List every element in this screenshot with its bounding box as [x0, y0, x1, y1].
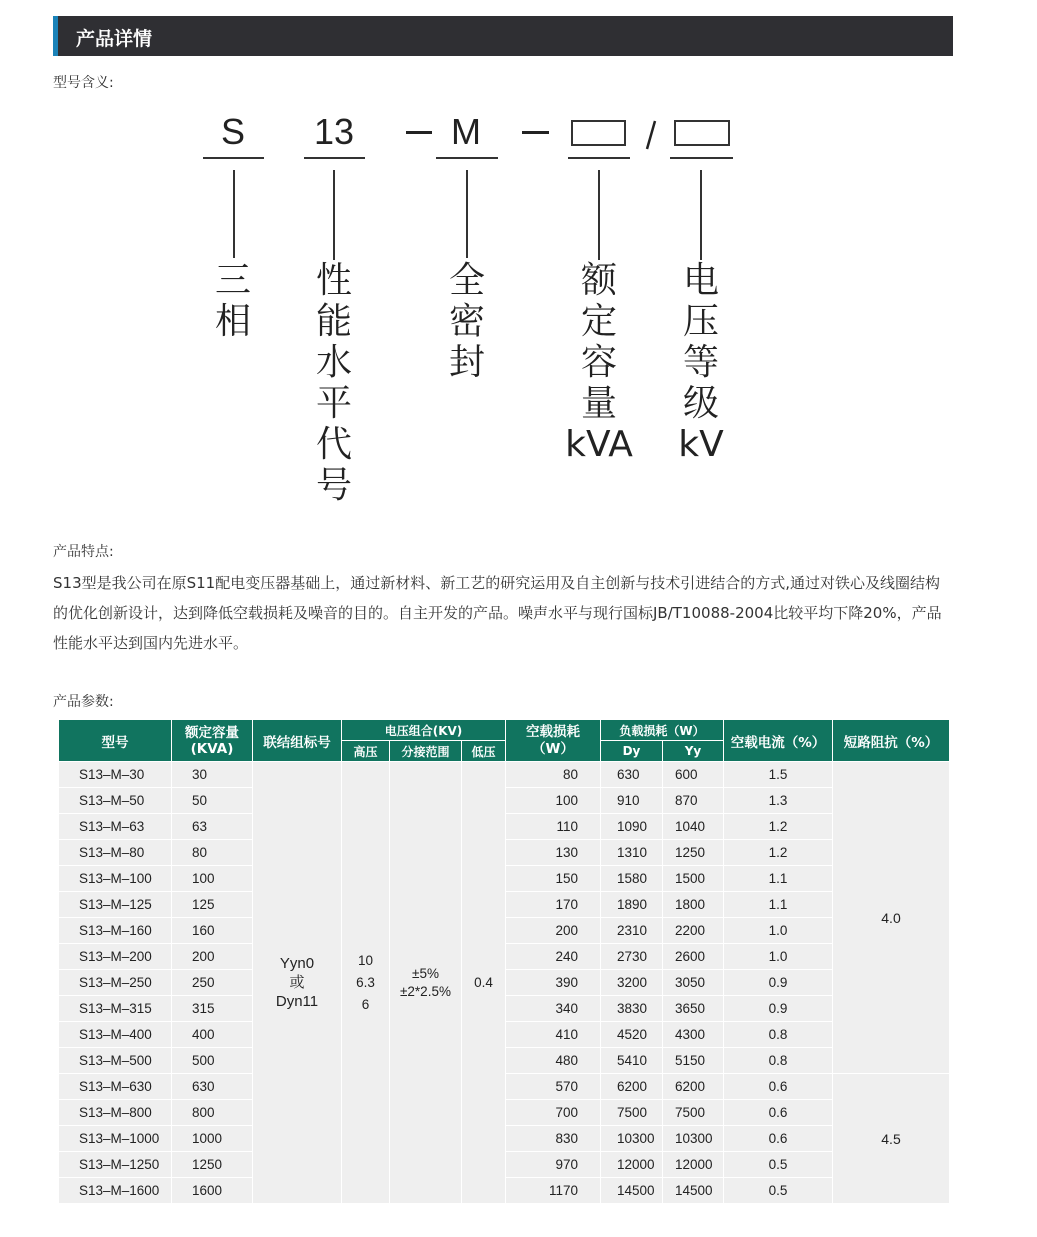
meaning-13: 性 能 水 平 代 号 — [315, 260, 352, 506]
underline-capacity — [568, 157, 630, 159]
cell-noload-loss: 240 — [506, 944, 601, 970]
cell-yy: 600 — [663, 762, 724, 788]
cell-noload-current: 0.9 — [724, 996, 833, 1022]
cell-noload-current: 0.5 — [724, 1178, 833, 1204]
cell-impedance-merged-1: 4.0 — [833, 762, 950, 1074]
cell-dy: 7500 — [601, 1100, 663, 1126]
underline-13 — [304, 157, 365, 159]
cell-impedance-merged-2: 4.5 — [833, 1074, 950, 1204]
cell-dy: 1580 — [601, 866, 663, 892]
cell-yy: 10300 — [663, 1126, 724, 1152]
cell-capacity: 63 — [172, 814, 253, 840]
cell-capacity: 250 — [172, 970, 253, 996]
dash-before-m — [406, 131, 432, 134]
header-accent-bar — [53, 16, 58, 56]
cell-tap-merged: ±5% ±2*2.5% — [390, 762, 462, 1204]
cell-model: S13–M–500 — [59, 1048, 172, 1074]
cell-noload-current: 1.1 — [724, 892, 833, 918]
cell-noload-loss: 570 — [506, 1074, 601, 1100]
cell-noload-current: 0.6 — [724, 1126, 833, 1152]
model-diagram — [0, 100, 1037, 510]
cell-noload-loss: 830 — [506, 1126, 601, 1152]
cell-dy: 4520 — [601, 1022, 663, 1048]
cell-noload-current: 0.8 — [724, 1022, 833, 1048]
underline-m — [436, 157, 498, 159]
cell-noload-current: 0.8 — [724, 1048, 833, 1074]
cell-noload-loss: 150 — [506, 866, 601, 892]
cell-model: S13–M–315 — [59, 996, 172, 1022]
cell-yy: 870 — [663, 788, 724, 814]
cell-dy: 3200 — [601, 970, 663, 996]
cell-model: S13–M–200 — [59, 944, 172, 970]
cell-dy: 2730 — [601, 944, 663, 970]
header-impedance: 短路阻抗（%） — [833, 720, 950, 762]
cell-model: S13–M–50 — [59, 788, 172, 814]
cell-model: S13–M–400 — [59, 1022, 172, 1048]
cell-noload-loss: 410 — [506, 1022, 601, 1048]
code-m: M — [451, 111, 481, 152]
cell-dy: 630 — [601, 762, 663, 788]
cell-capacity: 1000 — [172, 1126, 253, 1152]
cell-noload-loss: 170 — [506, 892, 601, 918]
cell-noload-current: 1.5 — [724, 762, 833, 788]
cell-yy: 3650 — [663, 996, 724, 1022]
cell-capacity: 30 — [172, 762, 253, 788]
cell-yy: 1040 — [663, 814, 724, 840]
table-row — [59, 762, 950, 788]
header-lv: 低压 — [462, 741, 506, 762]
cell-noload-loss: 1170 — [506, 1178, 601, 1204]
cell-noload-loss: 200 — [506, 918, 601, 944]
cell-yy: 12000 — [663, 1152, 724, 1178]
cell-noload-loss: 480 — [506, 1048, 601, 1074]
cell-capacity: 50 — [172, 788, 253, 814]
cell-dy: 1890 — [601, 892, 663, 918]
cell-model: S13–M–800 — [59, 1100, 172, 1126]
cell-dy: 2310 — [601, 918, 663, 944]
header-voltage-group: 电压组合(KV) — [342, 720, 506, 741]
cell-lv-merged: 0.4 — [462, 762, 506, 1204]
cell-yy: 1500 — [663, 866, 724, 892]
cell-model: S13–M–63 — [59, 814, 172, 840]
cell-noload-current: 0.6 — [724, 1100, 833, 1126]
cell-yy: 7500 — [663, 1100, 724, 1126]
cell-noload-current: 1.2 — [724, 840, 833, 866]
connector-s — [233, 170, 235, 258]
params-table — [58, 719, 950, 1204]
cell-noload-loss: 80 — [506, 762, 601, 788]
cell-model: S13–M–630 — [59, 1074, 172, 1100]
cell-model: S13–M–80 — [59, 840, 172, 866]
cell-noload-current: 1.2 — [724, 814, 833, 840]
cell-capacity: 160 — [172, 918, 253, 944]
cell-noload-current: 0.6 — [724, 1074, 833, 1100]
header-tap: 分接范围 — [390, 741, 462, 762]
cell-model: S13–M–30 — [59, 762, 172, 788]
cell-yy: 5150 — [663, 1048, 724, 1074]
cell-yy: 1800 — [663, 892, 724, 918]
cell-capacity: 200 — [172, 944, 253, 970]
cell-dy: 5410 — [601, 1048, 663, 1074]
code-13: 13 — [313, 111, 355, 152]
cell-model: S13–M–1600 — [59, 1178, 172, 1204]
meaning-m: 全 密 封 — [448, 260, 485, 383]
cell-capacity: 100 — [172, 866, 253, 892]
slash-separator — [644, 120, 658, 150]
cell-yy: 2200 — [663, 918, 724, 944]
header-noload-loss: 空载损耗 （W） — [506, 720, 601, 762]
cell-noload-loss: 390 — [506, 970, 601, 996]
cell-dy: 14500 — [601, 1178, 663, 1204]
cell-dy: 1090 — [601, 814, 663, 840]
features-label: 产品特点: — [53, 544, 114, 560]
cell-dy: 6200 — [601, 1074, 663, 1100]
connector-capacity — [598, 170, 600, 260]
header-hv: 高压 — [342, 741, 390, 762]
meaning-s: 三 相 — [214, 260, 251, 342]
cell-capacity: 800 — [172, 1100, 253, 1126]
underline-s — [203, 157, 264, 159]
header-load-loss: 负载损耗（W） — [601, 720, 724, 741]
header-dy: Dy — [601, 741, 663, 762]
section-title: 产品详情 — [76, 28, 153, 50]
header-model: 型号 — [59, 720, 172, 762]
cell-yy: 3050 — [663, 970, 724, 996]
cell-noload-current: 1.0 — [724, 944, 833, 970]
cell-yy: 1250 — [663, 840, 724, 866]
cell-noload-current: 0.9 — [724, 970, 833, 996]
cell-dy: 3830 — [601, 996, 663, 1022]
cell-yy: 6200 — [663, 1074, 724, 1100]
capacity-placeholder-box — [571, 120, 626, 146]
cell-yy: 2600 — [663, 944, 724, 970]
section-header — [53, 16, 953, 56]
cell-capacity: 1250 — [172, 1152, 253, 1178]
cell-model: S13–M–1250 — [59, 1152, 172, 1178]
cell-yy: 14500 — [663, 1178, 724, 1204]
cell-capacity: 1600 — [172, 1178, 253, 1204]
cell-capacity: 80 — [172, 840, 253, 866]
cell-noload-loss: 100 — [506, 788, 601, 814]
cell-noload-current: 0.5 — [724, 1152, 833, 1178]
cell-model: S13–M–125 — [59, 892, 172, 918]
cell-noload-loss: 130 — [506, 840, 601, 866]
connector-voltage — [700, 170, 702, 260]
cell-model: S13–M–1000 — [59, 1126, 172, 1152]
underline-voltage — [670, 157, 733, 159]
cell-noload-current: 1.0 — [724, 918, 833, 944]
cell-dy: 910 — [601, 788, 663, 814]
model-meaning-label: 型号含义: — [53, 75, 114, 91]
meaning-capacity: 额 定 容 量 kVA — [565, 260, 633, 465]
cell-dy: 1310 — [601, 840, 663, 866]
cell-noload-loss: 110 — [506, 814, 601, 840]
meaning-voltage: 电 压 等 级 kV — [678, 260, 724, 465]
dash-before-capacity — [522, 131, 549, 134]
header-yy: Yy — [663, 741, 724, 762]
params-label: 产品参数: — [53, 694, 114, 710]
cell-capacity: 500 — [172, 1048, 253, 1074]
cell-capacity: 315 — [172, 996, 253, 1022]
header-connection: 联结组标号 — [253, 720, 342, 762]
cell-hv-merged: 10 6.3 6 — [342, 762, 390, 1204]
cell-capacity: 630 — [172, 1074, 253, 1100]
features-text: S13型是我公司在原S11配电变压器基础上，通过新材料、新工艺的研究运用及自主创新与技术引进结合的方式,通过对铁心及线圈结构的优化创新设计，达到降低空载损耗及噪音的目的。自主开发的产品。噪声水平与现行国标JB/T10088-2004比较平均下降20%，产品性能水平达到国内先进水平。 — [53, 574, 942, 652]
connector-13 — [333, 170, 335, 260]
cell-noload-loss: 970 — [506, 1152, 601, 1178]
voltage-placeholder-box — [674, 120, 730, 146]
cell-dy: 12000 — [601, 1152, 663, 1178]
cell-capacity: 125 — [172, 892, 253, 918]
cell-model: S13–M–160 — [59, 918, 172, 944]
cell-model: S13–M–250 — [59, 970, 172, 996]
cell-noload-loss: 340 — [506, 996, 601, 1022]
connector-m — [466, 170, 468, 258]
cell-yy: 4300 — [663, 1022, 724, 1048]
cell-dy: 10300 — [601, 1126, 663, 1152]
cell-noload-loss: 700 — [506, 1100, 601, 1126]
cell-model: S13–M–100 — [59, 866, 172, 892]
cell-capacity: 400 — [172, 1022, 253, 1048]
header-capacity: 额定容量 (KVA) — [172, 720, 253, 762]
header-noload-current: 空载电流（%） — [724, 720, 833, 762]
code-s: S — [220, 111, 245, 152]
cell-connection-merged: Yyn0 或 Dyn11 — [253, 762, 342, 1204]
cell-noload-current: 1.1 — [724, 866, 833, 892]
cell-noload-current: 1.3 — [724, 788, 833, 814]
